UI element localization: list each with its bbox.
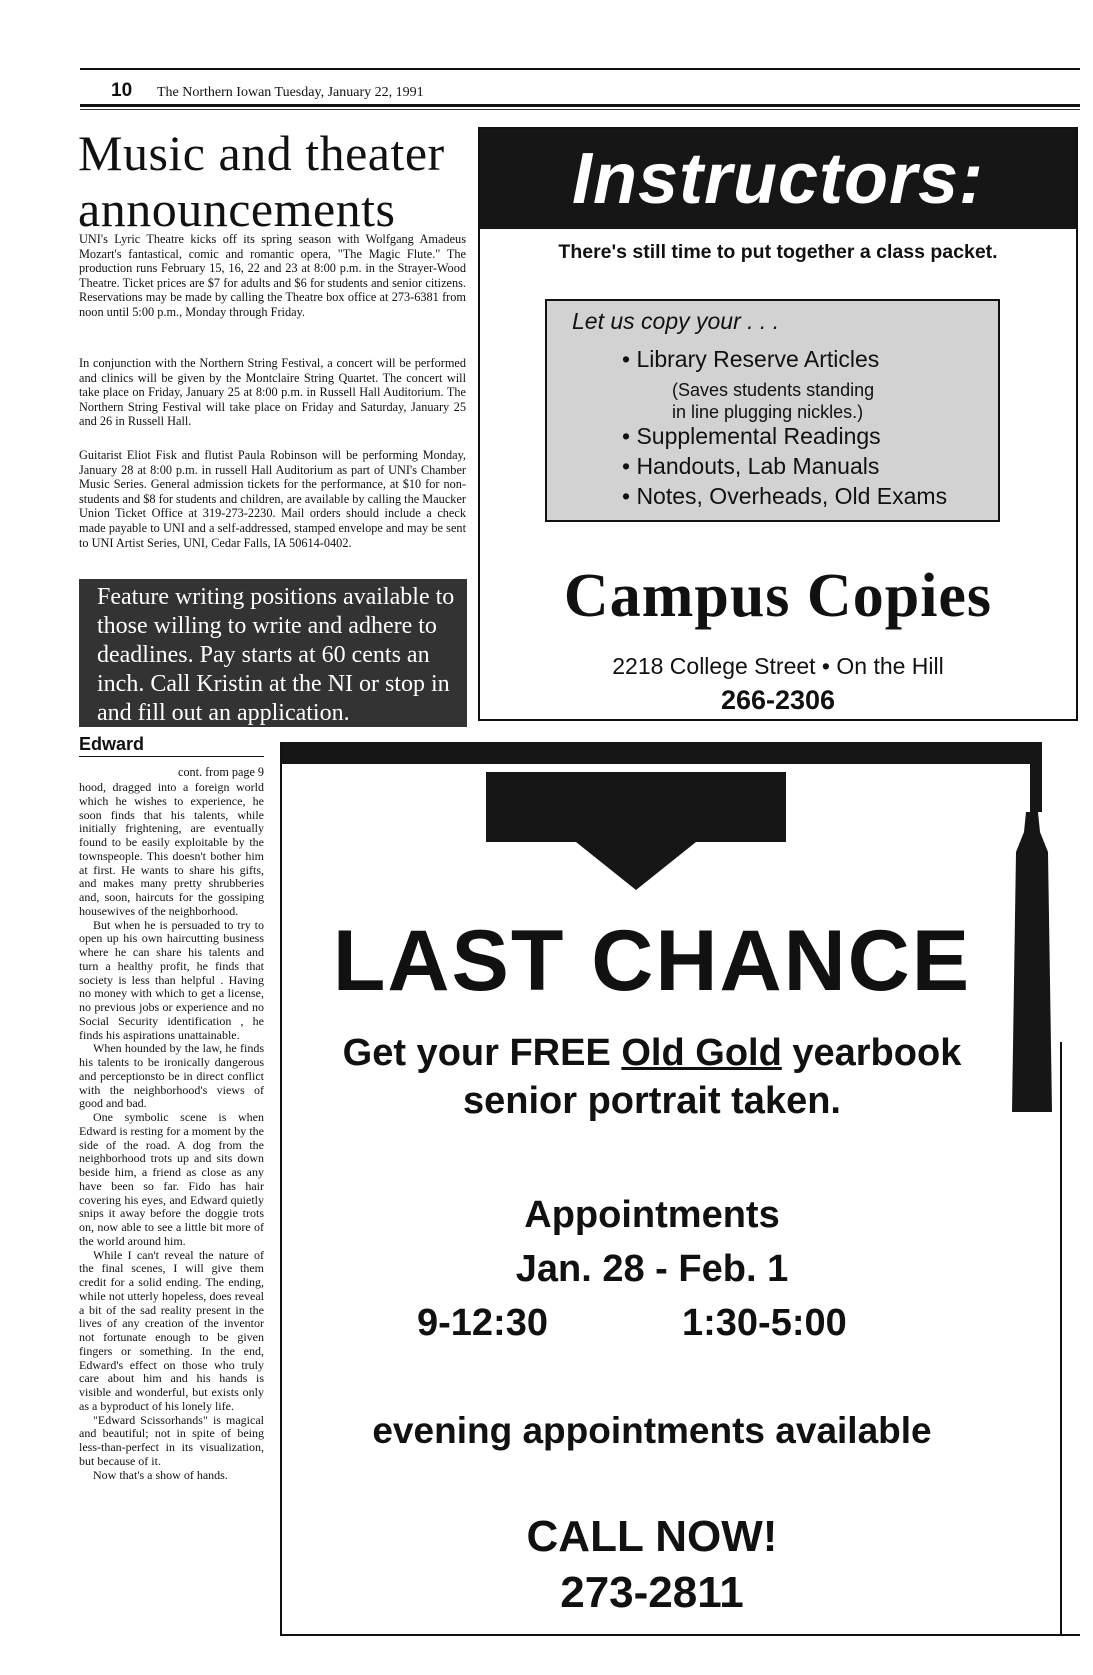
edward-paragraph: When hounded by the law, he finds his talents to be ironically dangerous and perceptionsto be in direct conflict with the neighborhood's views of good and bad. (79, 1041, 264, 1111)
article-paragraph: In conjunction with the Northern String Festival, a concert will be performed and clinics will be given by the Montclaire String Quartet. The concert will take place on Friday, January 25 at 8:00 p.m. in Russell Hall Auditorium. The Northern String Festival will take place on Friday and Saturday, January 25 and 26 in Russell Hall. (79, 356, 466, 429)
campus-copies-ad (478, 127, 1078, 721)
header-rule-bottom (80, 104, 1080, 107)
call-now: CALL NOW! (526, 1512, 778, 1561)
morning-hours: 9-12:30 (417, 1302, 548, 1344)
edward-paragraph: hood, dragged into a foreign world which he wishes to experience, he soon finds that his talents, while initially frightening, are eventually found to be easily exploitable by the townspeople. This doesn't bother him at first. He wants to share his gifts, and makes many pretty shrubberies and, soon, haircuts for the gossiping housewives of the neighborhood. (79, 780, 264, 918)
copy-item-note: (Saves students standing (672, 380, 875, 400)
edward-article-body (79, 781, 264, 1482)
ad-phone-number: 273-2811 (560, 1568, 744, 1617)
copy-item: • Supplemental Readings (622, 423, 881, 449)
evening-appointments: evening appointments available (372, 1410, 932, 1451)
feature-writing-notice: Feature writing positions available to those willing to write and adhere to deadlines. Pay starts at 60 cents an inch. Call Kristin at the NI or stop in and fill out an application. (79, 579, 467, 727)
article-paragraph: Guitarist Eliot Fisk and flutist Paula Robinson will be performing Monday, January 28 at 8:00 p.m. in russell Hall Auditorium as part of UNI's Chamber Music Series. General admission tickets for the performance, at $10 for non-students and $8 for students and children, are available by calling the Maucker Union Ticket Office at 319-273-2230. Mail orders should include a check made payable to UNI and a self-addressed, stamped envelope and may be sent to UNI Artist Series, UNI, Cedar Falls, IA 50614-0402. (79, 448, 466, 550)
yearbook-portrait-ad (280, 742, 1080, 1636)
edward-paragraph: Now that's a show of hands. (93, 1467, 228, 1482)
copy-item: • Handouts, Lab Manuals (622, 453, 880, 479)
edward-title-rule (79, 756, 264, 757)
copy-services-box (545, 299, 1000, 522)
appointment-dates: Jan. 28 - Feb. 1 (515, 1248, 789, 1290)
edward-paragraph: "Edward Scissorhands" is magical and beautiful; not in spite of being less-than-perfect in its visualization, but because of it. (79, 1412, 264, 1468)
instructors-subtitle: There's still time to put together a class packet. (558, 241, 998, 263)
edward-paragraph: One symbolic scene is when Edward is resting for a moment by the side of the road. A dog from the neighborhood trots up and sits down beside him, a friend as close as any have been so far. Fido has hair covering his eyes, and Edward quietly snips it away before the doggie trots on, now able to see a little bit more of the world around him. (79, 1110, 264, 1248)
article-paragraph: UNI's Lyric Theatre kicks off its spring season with Wolfgang Amadeus Mozart's fantastical, comic and romantic opera, "The Magic Flute." The production runs February 15, 16, 22 and 23 at 8:00 p.m. in the Strayer-Wood Theatre. Ticket prices are $7 for adults and $6 for students and senior citizens. Reservations may be made by calling the Theatre box office at 273-6381 from noon until 5:00 p.m., Monday through Friday. (79, 232, 466, 319)
header-rule-thin (80, 109, 1080, 110)
header-rule-top (80, 68, 1080, 70)
edward-paragraph: While I can't reveal the nature of the final scenes, I will give them credit for a solid ending. The ending, while not utterly hopeless, does reveal a bit of the sad reality present in the lives of any creation of the inventor not fortunate enough to be given fingers or something. In the end, Edward's effect on those who truly care about him and his hands is visible and wonderful, but exists only as a byproduct of his lonely life. (79, 1247, 264, 1413)
appointments-label: Appointments (524, 1194, 780, 1236)
afternoon-hours: 1:30-5:00 (682, 1302, 847, 1344)
edward-paragraph: But when he is persuaded to try to open up his own haircutting business where he can share his talents and turn a healthy profit, he finds that society is less than helpful . Having no money with which to get a license, no previous jobs or experience and no Social Security identification , he finds his aspirations unattainable. (79, 917, 264, 1042)
business-phone: 266-2306 (720, 685, 836, 715)
business-name: Campus Copies (563, 562, 993, 630)
yearbook-offer-line: Get your FREE Old Gold yearbook (342, 1032, 962, 1074)
publication-dateline: The Northern Iowan Tuesday, January 22, 1991 (157, 85, 424, 100)
page-number: 10 (111, 80, 133, 101)
continued-note: cont. from page 9 (178, 765, 264, 779)
instructors-banner: Instructors: (480, 129, 1076, 229)
copy-item-note: in line plugging nickles.) (672, 402, 864, 422)
yearbook-offer-line-2: senior portrait taken. (463, 1080, 841, 1122)
copy-item: • Library Reserve Articles (622, 346, 880, 372)
last-chance-heading: LAST CHANCE (332, 913, 972, 1009)
yearbook-title: Old Gold (621, 1032, 782, 1074)
copy-item: • Notes, Overheads, Old Exams (622, 483, 948, 509)
ad-border-right (1060, 1042, 1062, 1634)
edward-section-title: Edward (79, 734, 145, 754)
tassel-cord (1030, 742, 1042, 812)
copy-intro: Let us copy your . . . (572, 308, 780, 334)
article-headline: Music and theater announcements (78, 125, 445, 237)
business-address: 2218 College Street • On the Hill (612, 653, 944, 679)
mortarboard-top-bar (282, 742, 1042, 764)
mortarboard-icon (486, 772, 786, 892)
